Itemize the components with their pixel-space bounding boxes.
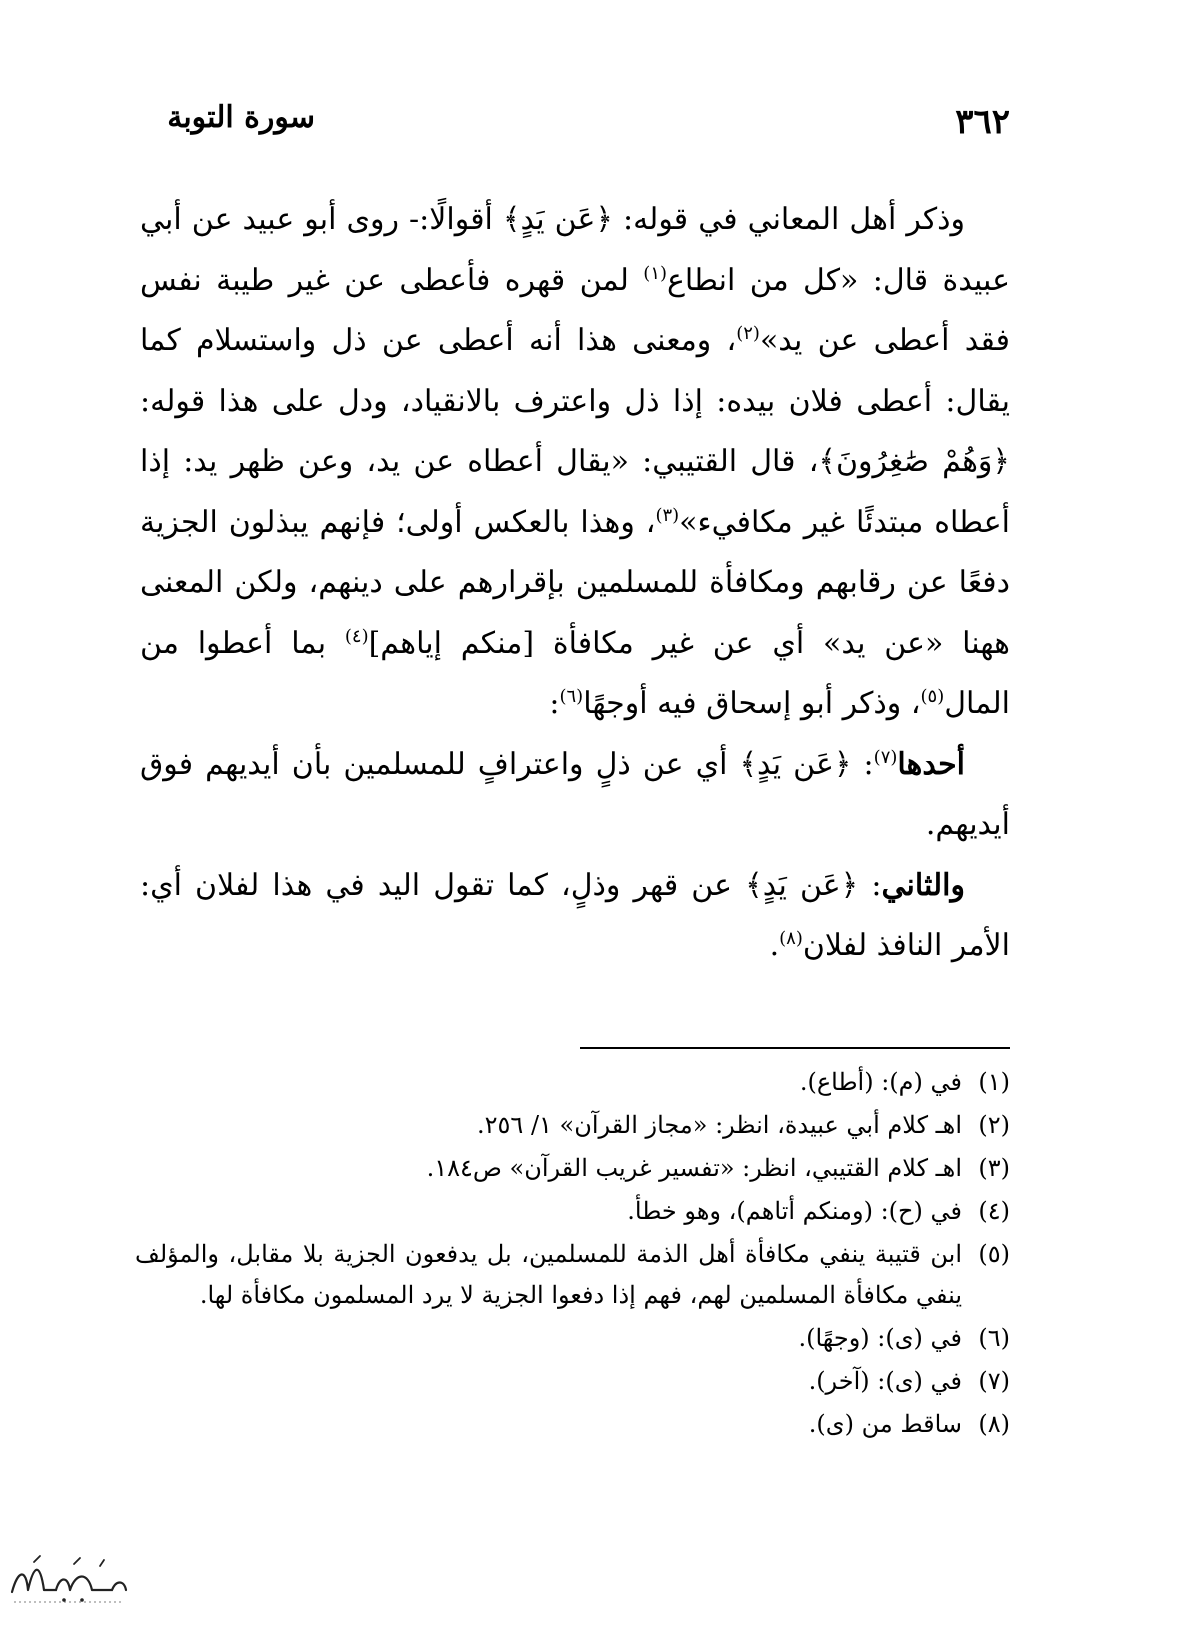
footnote-item [135, 1361, 1010, 1402]
footnote-text: في (ى): (آخر). [808, 1367, 962, 1395]
footnote-ref-4: (٤) [344, 625, 369, 647]
footnote-ref-6: (٦) [559, 686, 584, 707]
footnote-text: في (م): (أطاع). [799, 1068, 962, 1096]
footnote-item [135, 1062, 1010, 1103]
footnote-number: (٣) [978, 1154, 1010, 1182]
text-run: : [549, 686, 560, 721]
paragraph-lead: والثاني [881, 867, 965, 903]
footnote-text: في (ى): (وجهًا). [798, 1324, 962, 1352]
footnote-number: (٢) [978, 1111, 1010, 1139]
watermark-logo [4, 1550, 134, 1610]
footnote-item [135, 1234, 1010, 1316]
footnote-number: (٨) [978, 1410, 1010, 1438]
text-run: : ﴿عَن يَدٍ﴾ عن قهر وذلٍ، كما تقول اليد في هذا لفلان أي: الأمر النافذ لفلان [140, 867, 1010, 963]
text-run: لمن قهره فأعطى عن غير طيبة نفس فقد أعطى عن يد» [140, 262, 1010, 358]
footnote-ref-5: (٥) [920, 686, 945, 707]
footnote-number: (٧) [978, 1367, 1010, 1395]
footnote-text: اهـ كلام القتيبي، انظر: «تفسير غريب القرآن» ص١٨٤. [426, 1154, 962, 1182]
footnote-number: (٦) [978, 1324, 1010, 1352]
paragraph-lead: أحدها [897, 746, 965, 782]
text-run: وذكر أهل المعاني في قوله: ﴿عَن يَدٍ﴾ أقوالًا:- روى أبو عبيد عن أبي عبيدة قال: «كل من انطاع [140, 202, 1010, 298]
footnote-text: اهـ كلام أبي عبيدة، انظر: «مجاز القرآن» ١/ ٢٥٦. [477, 1111, 962, 1139]
text-run: ، وهذا بالعكس أولى؛ فإنهم يبذلون الجزية دفعًا عن رقابهم ومكافأة للمسلمين بإقرارهم على دينهم، ولكن المعنى ههنا «عن يد» أي عن غير مكافأة [منكم إياهم] [140, 504, 1010, 661]
footnote-ref-1: (١) [643, 262, 668, 284]
page-number: ٣٦٢ [955, 102, 1010, 142]
text-run: : ﴿عَن يَدٍ﴾ أي عن ذلٍ واعترافٍ للمسلمين بأن أيديهم فوق أيديهم. [140, 746, 1010, 842]
paragraph-1 [140, 190, 1010, 735]
footnote-text: ساقط من (ى). [808, 1410, 962, 1438]
footnote-item [135, 1148, 1010, 1189]
text-run: بما أعطوا من المال [140, 625, 1010, 721]
text-run: ، ومعنى هذا أنه أعطى عن ذل واستسلام كما يقال: أعطى فلان بيده: إذا ذل واعترف بالانقياد، ودل على هذا قوله: ﴿وَهُمْ صَٰغِرُونَ﴾، قال القتيبي: «يقال أعطاه عن يد، وعن ظهر يد: إذا أعطاه مبتدئًا غير مكافيء» [140, 323, 1010, 540]
footnote-ref-8: (٨) [779, 928, 803, 949]
paragraph-2 [140, 735, 1010, 856]
footnote-item [135, 1105, 1010, 1146]
footnote-item [135, 1318, 1010, 1359]
footnote-number: (٥) [978, 1240, 1010, 1268]
footnote-ref-7: (٧) [873, 746, 898, 768]
footnote-item [135, 1191, 1010, 1232]
footnotes-list [135, 1062, 1010, 1447]
footnote-text: في (ح): (ومنكم أتاهم)، وهو خطأ. [627, 1197, 962, 1225]
footnote-ref-3: (٣) [655, 504, 680, 526]
footnote-number: (٤) [978, 1197, 1010, 1225]
text-run: ، وذكر أبو إسحاق فيه أوجهًا [583, 686, 921, 721]
footnote-number: (١) [978, 1068, 1010, 1096]
footnote-text: ابن قتيبة ينفي مكافأة أهل الذمة للمسلمين، بل يدفعون الجزية بلا مقابل، والمؤلف ينفي مكافأة المسلمين لهم، فهم إذا دفعوا الجزية لا يرد المسلمون مكافأة لها. [135, 1240, 962, 1309]
footnote-item [135, 1404, 1010, 1445]
paragraph-3 [140, 856, 1010, 977]
main-text [140, 190, 1010, 977]
footnote-ref-2: (٢) [736, 323, 760, 344]
footnote-divider [580, 1047, 1010, 1049]
page-header-title: سورة التوبة [167, 100, 315, 135]
text-run: . [769, 928, 780, 963]
